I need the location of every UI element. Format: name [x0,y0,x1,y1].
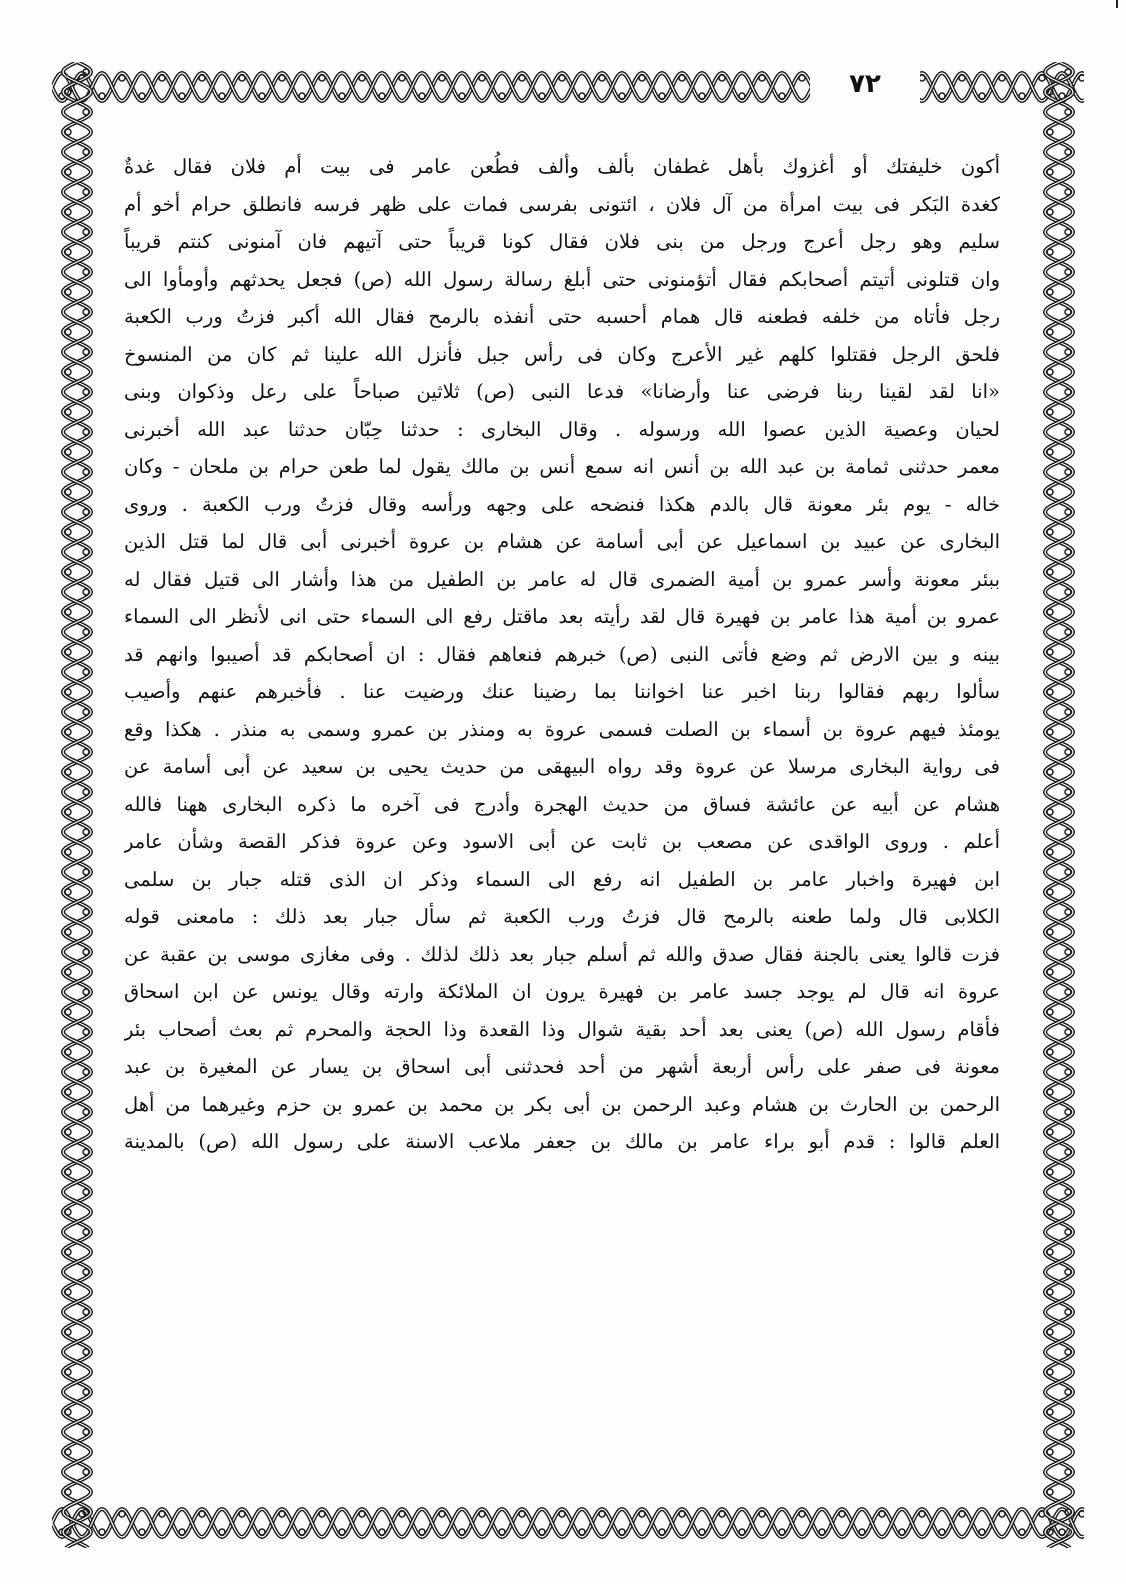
text-line: رجل فأتاه من خلفه فطعنه قال همام أحسبه حتى أنفذه بالرمح فقال الله أكبر فزتُ ورب الكعبة [124,305,1000,328]
text-line: عروة انه قال لم يوجد جسد عامر بن فهيرة يرون ان الملائكة وارته وقال يونس عن ابن اسحاق [124,980,1000,1003]
text-line: أكون خليفتك أو أغزوك بأهل غطفان بألف وألف فطُعن عامر فى بيت أم فلان فقال غدةٌ [124,155,1000,178]
text-line: وان قتلونى أتيتم أصحابكم فقال أتؤمنونى حتى أبلغ رسالة رسول الله (ص) فجعل يحدثهم وأومأوا الى [124,267,1000,291]
text-line: ابن فهيرة واخبار عامر بن الطفيل انه رفع الى السماء وذكر ان الذى قتله جبار بن سلمى [124,867,1000,891]
text-line: معونة فى صفر على رأس أربعة أشهر من أحد فحدثنى أبى اسحاق بن يسار عن المغيرة بن عبد [124,1055,1000,1078]
ornamental-border-bottom [52,1498,1084,1548]
text-line: فلحق الرجل فقتلوا كلهم غير الأعرج وكان فى رأس جبل فأنزل الله علينا ثم كان من المنسوخ [124,342,1000,366]
text-line: سألوا ربهم فقالوا ربنا اخبر عنا اخواننا بما رضينا عنك ورضيت عنا . فأخبرهم عنهم وأصيب [124,680,1000,703]
text-line: الرحمن بن الحارث بن هشام وعبد الرحمن بن أبى بكر بن محمد بن عمرو بن حزم وغيرهما من أهل [124,1092,1000,1116]
text-line: هشام عن أبيه عن عائشة فساق من حديث الهجرة وأدرج فى آخره ما ذكره البخارى ههنا فالله [124,792,1000,816]
text-line: «انا لقد لقينا ربنا فرضى عنا وأرضانا» فدعا النبى (ص) ثلاثين صباحاً على رعل وذكوان وبنى [124,380,1000,403]
ornamental-border-left [52,62,102,1548]
text-line: العلم قالوا : قدم أبو براء عامر بن مالك بن جعفر ملاعب الاسنة على رسول الله (ص) بالمدينة [124,1130,1000,1153]
text-line: فى رواية البخارى مرسلا عن عروة وقد رواه البيهقى من حديث يحيى بن سعيد عن أبى أسامة عن [124,755,1000,778]
text-line: يومئذ فيهم عروة بن أسماء بن الصلت فسمى عروة به ومنذر بن عمرو وسمى به منذر . هكذا وقع [124,717,1000,741]
ornamental-border-right [1034,62,1084,1548]
text-line: لحيان وعصية الذين عصوا الله ورسوله . وقال البخارى : حدثنا حِبّان حدثنا عبد الله أخبرنى [124,417,1000,441]
text-line: ببئر معونة وأسر عمرو بن أمية الضمرى قال له عامر بن الطفيل من هذا وأشار الى قتيل فقال له [124,567,1000,591]
page-number: ٧٢ [810,64,920,104]
body-text [124,148,1000,1478]
text-line: عمرو بن أمية هذا عامر بن فهيرة قال لقد رأيته بعد ماقتل رفع الى السماء حتى انى لأنظر الى السماء [124,605,1000,628]
ornamental-border-top [52,62,1084,112]
text-line: بينه و بين الارض ثم وضع فأتى النبى (ص) خبرهم فنعاهم فقال : ان أصحابكم قد أصيبوا وانهم قد [124,642,1000,666]
text-line: فأقام رسول الله (ص) يعنى بعد أحد بقية شوال وذا القعدة وذا الحجة والمحرم ثم بعث أصحاب بئر [124,1017,1000,1041]
text-line: فزت قالوا يعنى بالجنة فقال صدق والله ثم أسلم جبار بعد ذلك لذلك . وفى مغازى موسى بن عقبة عن [124,942,1000,966]
text-line: الكلابى قال ولما طعنه بالرمح قال فزتُ ورب الكعبة ثم سأل جبار بعد ذلك : مامعنى قوله [124,905,1000,928]
page-corner-mark [1116,0,1118,8]
text-line: معمر حدثنى ثمامة بن عبد الله بن أنس انه سمع أنس بن مالك يقول لما طعن حرام بن ملحان - وكان [124,455,1000,478]
text-line: البخارى عن عبيد بن اسماعيل عن أبى أسامة عن هشام بن عروة أخبرنى أبى قال لما قتل الذين [124,530,1000,553]
text-line: سليم وهو رجل أعرج ورجل من بنى فلان فقال كونا قريباً حتى آتيهم فان آمنونى كنتم قريباً [124,230,1000,253]
text-line: كغدة البَكر فى بيت امرأة من آل فلان ، ائتونى بفرسى فمات على ظهر فرسه فانطلق حرام أخو أم [124,192,1000,216]
text-line: خاله - يوم بئر معونة قال بالدم هكذا فنضحه على وجهه ورأسه وقال فزتُ ورب الكعبة . وروى [124,492,1000,516]
text-line: أعلم . وروى الواقدى عن مصعب بن ثابت عن أبى الاسود وعن عروة فذكر القصة وشأن عامر [124,830,1000,853]
